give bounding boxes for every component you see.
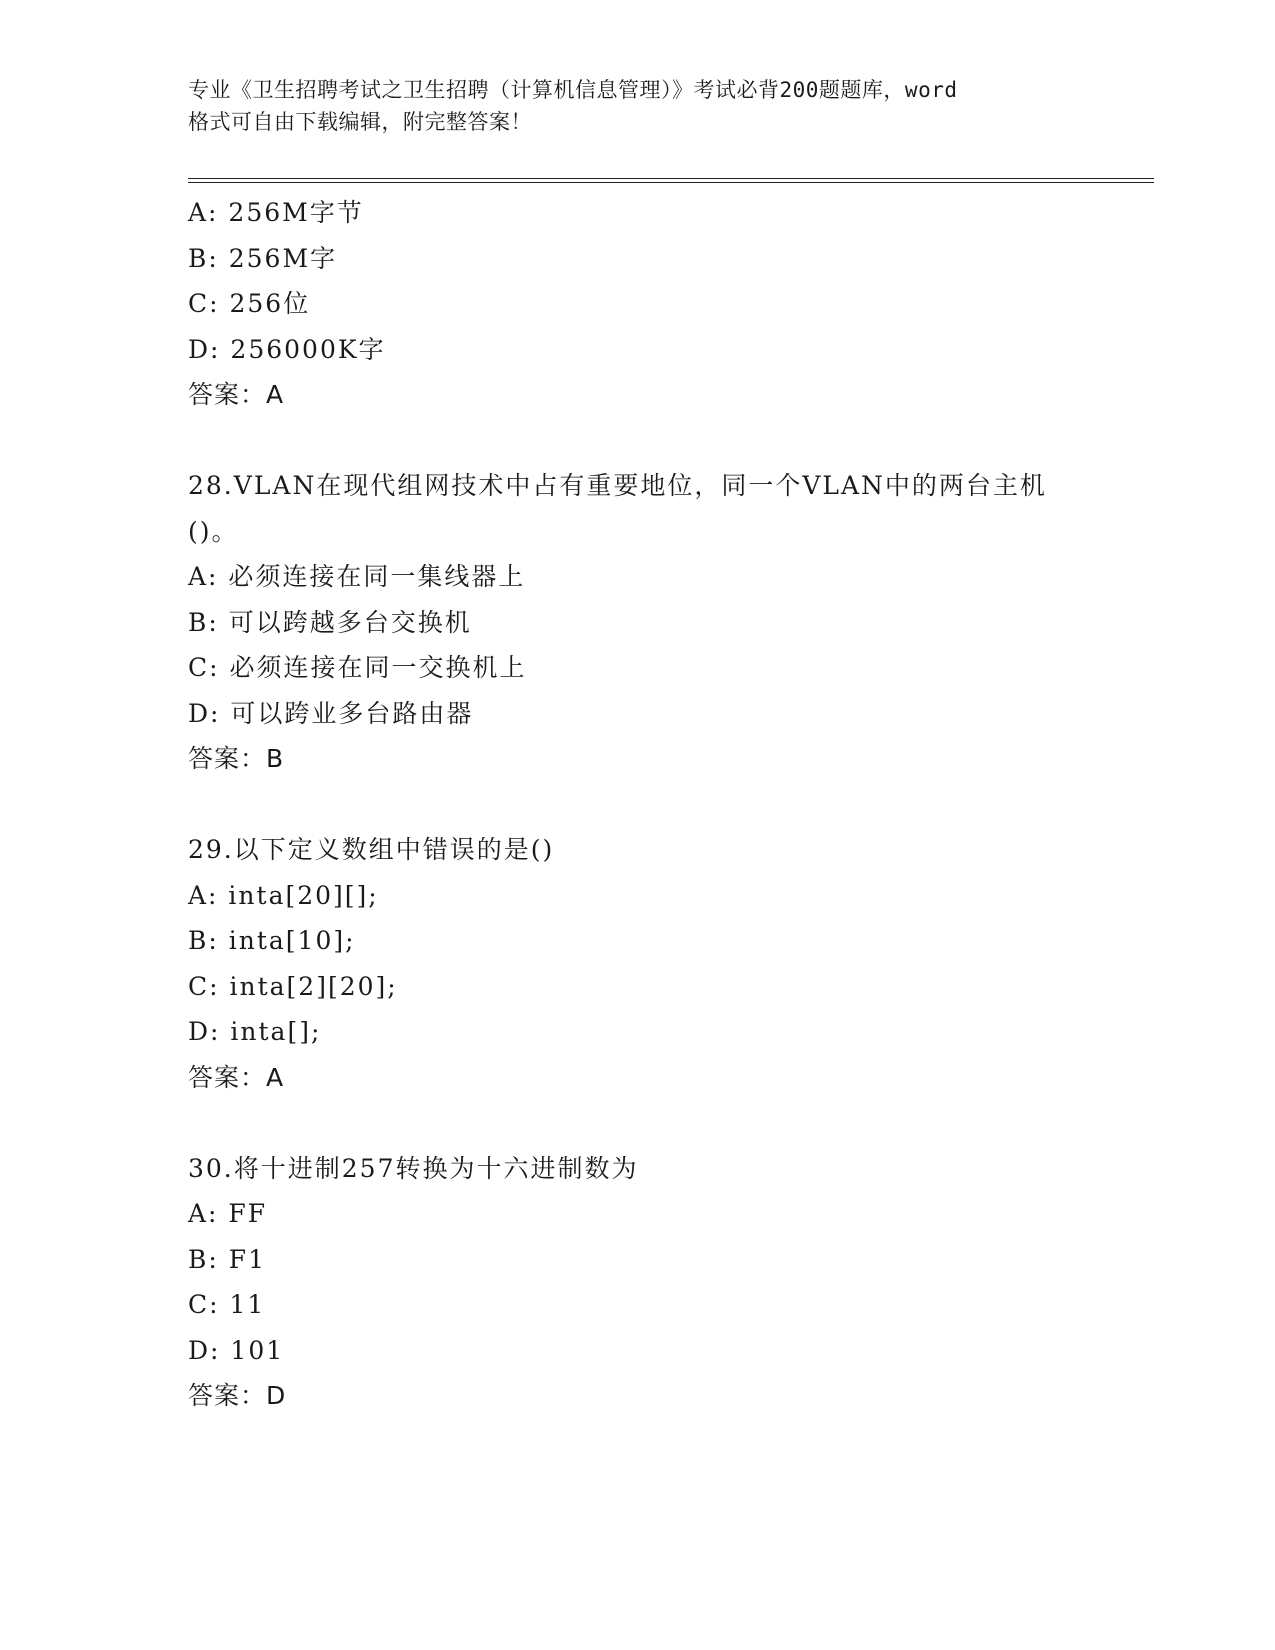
option-c: C: 必须连接在同一交换机上 [188, 653, 527, 682]
option-b: B: inta[10]; [188, 926, 356, 955]
option-b: B: F1 [188, 1244, 266, 1274]
option-d: D: 可以跨业多台路由器 [188, 698, 474, 728]
spacer [188, 782, 1154, 828]
answer: 答案：A [188, 380, 285, 409]
spacer [188, 418, 1154, 464]
question-28 [188, 463, 1154, 782]
question-stem: 28.VLAN在现代组网技术中占有重要地位，同一个VLAN中的两台主机 [188, 471, 1047, 500]
answer: 答案：B [188, 744, 285, 773]
question-30 [188, 1146, 1154, 1419]
option-c: C: inta[2][20]; [188, 971, 398, 1001]
option-c: C: 256位 [188, 289, 311, 318]
option-a: A: 必须连接在同一集线器上 [188, 562, 526, 591]
header-rule-bottom [188, 182, 1154, 183]
document-header [188, 74, 1088, 138]
option-b: B: 256M字 [188, 243, 338, 273]
option-b: B: 可以跨越多台交换机 [188, 607, 472, 637]
option-c: C: 11 [188, 1290, 266, 1319]
option-a: A: 256M字节 [188, 198, 364, 227]
option-d: D: inta[]; [188, 1017, 322, 1046]
question-stem: 29.以下定义数组中错误的是() [188, 835, 555, 864]
question-stem: 30.将十进制257转换为十六进制数为 [188, 1153, 639, 1183]
question-list [188, 190, 1154, 1419]
option-a: A: FF [188, 1199, 268, 1228]
question-27 [188, 190, 1154, 418]
header-line-2: 格式可自由下载编辑，附完整答案！ [188, 110, 532, 134]
spacer [188, 1100, 1154, 1146]
option-d: D: 256000K字 [188, 334, 386, 364]
question-29 [188, 827, 1154, 1100]
option-a: A: inta[20][]; [188, 880, 379, 910]
header-rule-top [188, 178, 1154, 179]
answer: 答案：D [188, 1381, 287, 1410]
option-d: D: 101 [188, 1335, 285, 1365]
question-stem-continuation: ()。 [188, 516, 239, 546]
header-line-1: 专业《卫生招聘考试之卫生招聘（计算机信息管理）》考试必背200题题库，word [188, 78, 958, 102]
answer: 答案：A [188, 1062, 285, 1092]
